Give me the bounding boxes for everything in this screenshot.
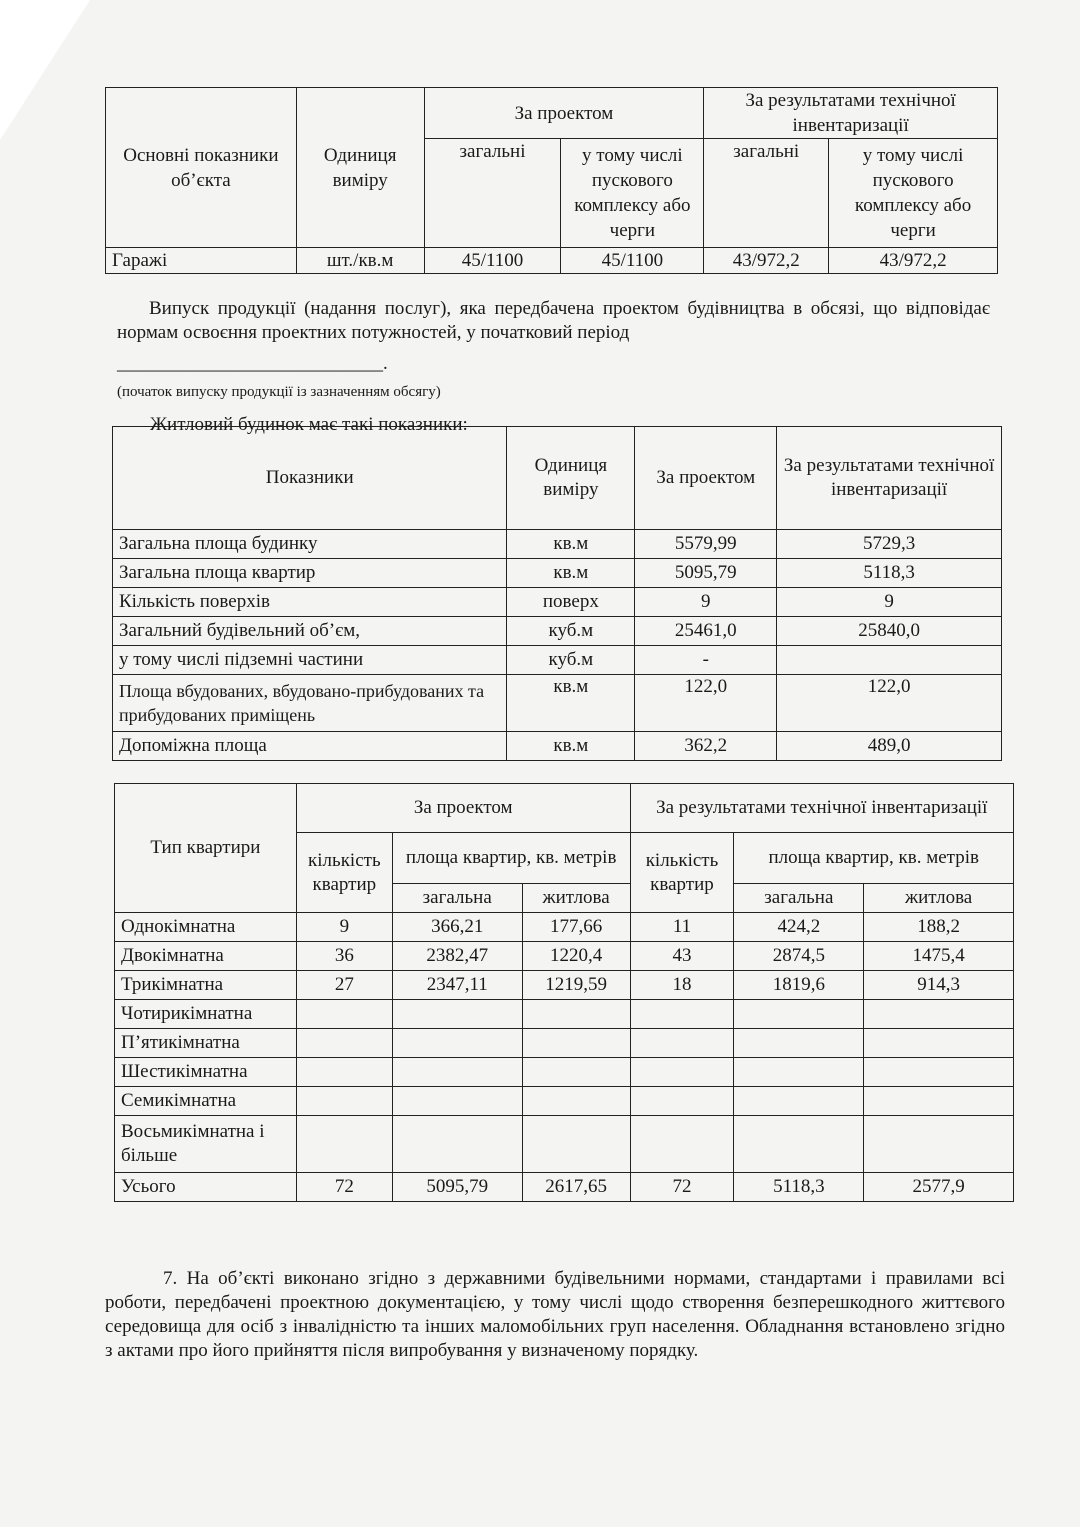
page-corner-fold xyxy=(0,0,90,140)
table-row xyxy=(115,1058,1014,1087)
header-indicators: Основні показники об’єкта xyxy=(106,88,297,248)
row-unit: кв.м xyxy=(507,530,635,559)
row-project-including: 45/1100 xyxy=(561,248,704,274)
row-project-total xyxy=(392,1029,522,1058)
row-inventory-living: 2577,9 xyxy=(864,1173,1014,1202)
header-inventory: За результатами технічної інвентаризації xyxy=(704,88,998,139)
row-project: 122,0 xyxy=(635,675,777,732)
header-inventory: За результатами технічної інвентаризації xyxy=(630,784,1013,833)
row-inventory-count: 72 xyxy=(630,1173,734,1202)
table-row xyxy=(115,913,1014,942)
row-unit: кв.м xyxy=(507,675,635,732)
release-note: (початок випуску продукції із зазначенням обсягу) xyxy=(117,384,441,400)
header-project: За проектом xyxy=(635,427,777,530)
header-living: житлова xyxy=(522,884,630,913)
main-indicators-table xyxy=(105,87,998,274)
row-inventory: 5118,3 xyxy=(777,559,1002,588)
row-project-living: 1219,59 xyxy=(522,971,630,1000)
row-inventory-including: 43/972,2 xyxy=(829,248,998,274)
row-project-count xyxy=(296,1087,392,1116)
header-total: загальна xyxy=(392,884,522,913)
row-project: 25461,0 xyxy=(635,617,777,646)
row-type: Двокімнатна xyxy=(115,942,297,971)
row-project-living: 1220,4 xyxy=(522,942,630,971)
row-project: - xyxy=(635,646,777,675)
row-project-living xyxy=(522,1116,630,1173)
row-inventory-living xyxy=(864,1000,1014,1029)
row-inventory-total xyxy=(734,1000,864,1029)
row-inventory-total: 1819,6 xyxy=(734,971,864,1000)
row-inventory: 25840,0 xyxy=(777,617,1002,646)
row-project-count xyxy=(296,1029,392,1058)
row-inventory-count xyxy=(630,1029,734,1058)
row-project-living xyxy=(522,1029,630,1058)
row-inventory-living: 1475,4 xyxy=(864,942,1014,971)
header-total: загальні xyxy=(424,139,561,248)
row-inventory: 9 xyxy=(777,588,1002,617)
row-inventory-count: 18 xyxy=(630,971,734,1000)
header-apartment-type: Тип квартири xyxy=(115,784,297,913)
header-count-inventory: кількість квартир xyxy=(630,833,734,913)
row-inventory-living xyxy=(864,1029,1014,1058)
row-inventory-count xyxy=(630,1000,734,1029)
row-project-total: 5095,79 xyxy=(392,1173,522,1202)
row-project-total xyxy=(392,1116,522,1173)
header-including: у тому числі пускового комплексу або черги xyxy=(561,139,704,248)
row-project-total: 2382,47 xyxy=(392,942,522,971)
row-inventory-living xyxy=(864,1087,1014,1116)
row-inventory-count xyxy=(630,1087,734,1116)
row-name: Гаражі xyxy=(106,248,297,274)
header-total-inventory: загальні xyxy=(704,139,829,248)
row-name: у тому числі підземні частини xyxy=(113,646,507,675)
row-inventory-living xyxy=(864,1058,1014,1087)
header-inventory: За результатами технічної інвентаризації xyxy=(777,427,1002,530)
table-row xyxy=(113,617,1002,646)
row-project: 9 xyxy=(635,588,777,617)
row-unit: шт./кв.м xyxy=(296,248,424,274)
row-inventory-count xyxy=(630,1116,734,1173)
row-project-count: 36 xyxy=(296,942,392,971)
table-row xyxy=(115,1087,1014,1116)
header-living-inventory: житлова xyxy=(864,884,1014,913)
row-type: Однокімнатна xyxy=(115,913,297,942)
building-indicators-table xyxy=(112,426,1002,761)
row-name: Допоміжна площа xyxy=(113,732,507,761)
table-row xyxy=(113,646,1002,675)
table-row xyxy=(113,530,1002,559)
row-inventory: 5729,3 xyxy=(777,530,1002,559)
header-indicators: Показники xyxy=(113,427,507,530)
table-row xyxy=(115,1000,1014,1029)
row-name: Площа вбудованих, вбудовано-прибудованих та прибудованих приміщень xyxy=(113,675,507,732)
row-project: 362,2 xyxy=(635,732,777,761)
row-inventory-total: 2874,5 xyxy=(734,942,864,971)
row-inventory-total: 424,2 xyxy=(734,913,864,942)
apartments-table xyxy=(114,783,1014,1202)
table-row-total xyxy=(115,1173,1014,1202)
header-including-inventory: у тому числі пускового комплексу або черги xyxy=(829,139,998,248)
header-unit: Одиниця виміру xyxy=(507,427,635,530)
row-inventory: 489,0 xyxy=(777,732,1002,761)
release-blank-line: ____________________________. xyxy=(117,353,388,374)
row-inventory-total xyxy=(734,1116,864,1173)
table-row xyxy=(113,732,1002,761)
row-unit: кв.м xyxy=(507,559,635,588)
row-project-total: 2347,11 xyxy=(392,971,522,1000)
row-name: Загальна площа будинку xyxy=(113,530,507,559)
row-type: П’ятикімнатна xyxy=(115,1029,297,1058)
table-row xyxy=(115,971,1014,1000)
row-type: Усього xyxy=(115,1173,297,1202)
row-type: Семикімнатна xyxy=(115,1087,297,1116)
row-project: 5095,79 xyxy=(635,559,777,588)
row-project-count: 9 xyxy=(296,913,392,942)
row-project-count xyxy=(296,1000,392,1029)
header-count: кількість квартир xyxy=(296,833,392,913)
header-total-inventory: загальна xyxy=(734,884,864,913)
row-type: Чотирикімнатна xyxy=(115,1000,297,1029)
row-inventory-total xyxy=(734,1058,864,1087)
table-row xyxy=(115,1029,1014,1058)
table-row xyxy=(113,588,1002,617)
row-unit: кв.м xyxy=(507,732,635,761)
row-unit: куб.м xyxy=(507,646,635,675)
row-project-living xyxy=(522,1087,630,1116)
row-project-total: 45/1100 xyxy=(424,248,561,274)
row-type: Восьмикімнатна і більше xyxy=(115,1116,297,1173)
row-project-total: 366,21 xyxy=(392,913,522,942)
row-inventory: 122,0 xyxy=(777,675,1002,732)
row-inventory-total: 5118,3 xyxy=(734,1173,864,1202)
paragraph-7: 7. На об’єкті виконано згідно з державними будівельними нормами, стандартами і правилами всі роботи, передбачені проектною документацією, у тому числі щодо створення безперешкодного життєвого середовища для осіб з інвалідністю та інших маломобільних груп населення. Обладнання встановлено згідно з актами про його прийняття після випробування у визначеному порядку. xyxy=(105,1268,1005,1361)
building-intro: Житловий будинок має такі показники: xyxy=(150,414,468,435)
table-row xyxy=(115,942,1014,971)
table-row xyxy=(115,1116,1014,1173)
row-project-count: 27 xyxy=(296,971,392,1000)
row-inventory-living: 914,3 xyxy=(864,971,1014,1000)
row-type: Шестикімнатна xyxy=(115,1058,297,1087)
row-inventory-living: 188,2 xyxy=(864,913,1014,942)
header-project: За проектом xyxy=(424,88,704,139)
row-name: Кількість поверхів xyxy=(113,588,507,617)
row-project-living: 2617,65 xyxy=(522,1173,630,1202)
release-paragraph: Випуск продукції (надання послуг), яка передбачена проектом будівництва в обсязі, що відповідає нормам освоєння проектних потужностей, у початковий період xyxy=(117,298,990,343)
row-inventory xyxy=(777,646,1002,675)
row-inventory-count: 11 xyxy=(630,913,734,942)
row-inventory-living xyxy=(864,1116,1014,1173)
table-row xyxy=(113,675,1002,732)
row-project-count xyxy=(296,1058,392,1087)
table-row xyxy=(113,559,1002,588)
row-type: Трикімнатна xyxy=(115,971,297,1000)
header-project: За проектом xyxy=(296,784,630,833)
row-project-count xyxy=(296,1116,392,1173)
row-name: Загальний будівельний об’єм, xyxy=(113,617,507,646)
row-unit: поверх xyxy=(507,588,635,617)
row-project-count: 72 xyxy=(296,1173,392,1202)
row-unit: куб.м xyxy=(507,617,635,646)
row-inventory-total: 43/972,2 xyxy=(704,248,829,274)
row-inventory-count: 43 xyxy=(630,942,734,971)
row-project: 5579,99 xyxy=(635,530,777,559)
row-name: Загальна площа квартир xyxy=(113,559,507,588)
row-inventory-total xyxy=(734,1087,864,1116)
row-project-living xyxy=(522,1058,630,1087)
header-area-inventory: площа квартир, кв. метрів xyxy=(734,833,1014,884)
row-inventory-count xyxy=(630,1058,734,1087)
row-project-living: 177,66 xyxy=(522,913,630,942)
header-area: площа квартир, кв. метрів xyxy=(392,833,630,884)
row-project-total xyxy=(392,1087,522,1116)
row-project-total xyxy=(392,1000,522,1029)
row-project-living xyxy=(522,1000,630,1029)
row-project-total xyxy=(392,1058,522,1087)
header-unit: Одиниця виміру xyxy=(296,88,424,248)
row-inventory-total xyxy=(734,1029,864,1058)
table-row xyxy=(106,248,998,274)
